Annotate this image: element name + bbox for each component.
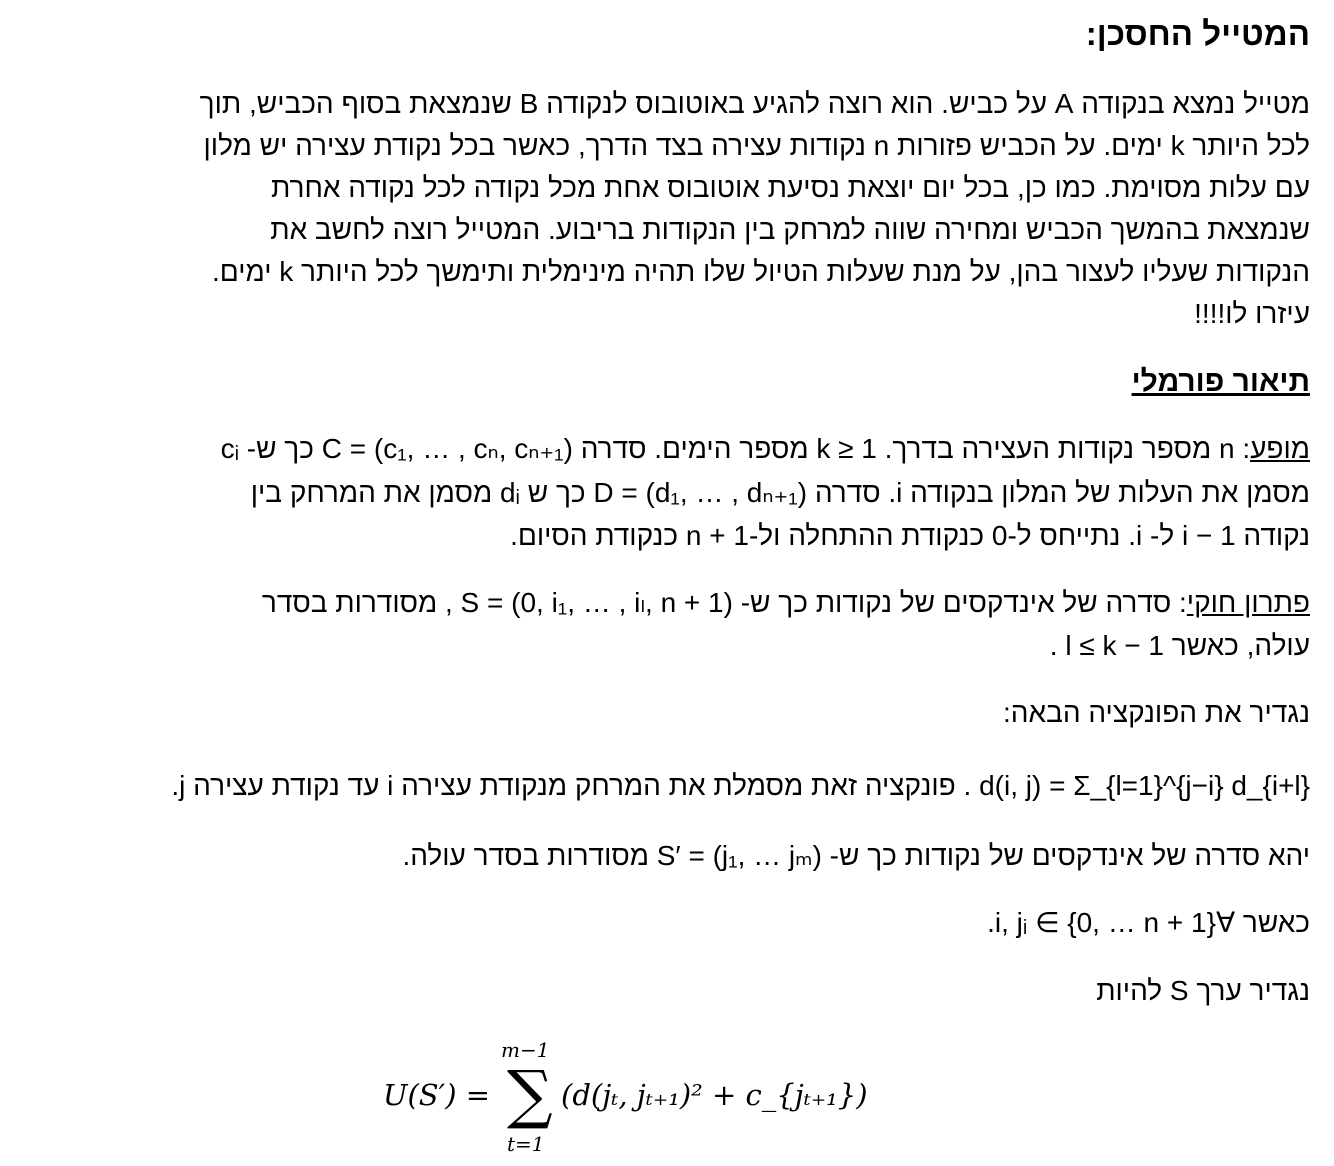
instance-line-1: מופע: n מספר נקודות העצירה בדרך. k ≥ 1 מספר הימים. סדרה C = (c₁, … , cₙ, cₙ₊₁) כך ש- cᵢ (220, 433, 1310, 464)
intro-line-6: עיזרו לו!!!! (1194, 298, 1310, 329)
summation-symbol: ∑ (507, 1058, 553, 1132)
intro-line-2: לכל היותר k ימים. על הכביש פזורות n נקודות עצירה בצד הדרך, כאשר בכל נקודת עצירה יש מלון (203, 130, 1310, 161)
distance-function-line: d(i, j) = Σ_{l=1}^{j−i} d_{i+l} . פונקציה זאת מסמלת את המרחק מנקודת עצירה i עד נקודת עצירה j. (171, 770, 1310, 801)
legal-solution-line-1: פתרון חוקי: סדרה של אינדקסים של נקודות כך ש- S = (0, i₁, … , iₗ, n + 1) , מסודרות בסדר (261, 587, 1310, 618)
sequence-line: יהא סדרה של אינדקסים של נקודות כך ש- S′ = (j₁, … jₘ) מסודרות בסדר עולה. (402, 840, 1310, 871)
intro-line-3: עם עלות מסוימת. כמו כן, בכל יום יוצאת נסיעת אוטובוס אחת מכל נקודה לכל נקודה אחרת (271, 172, 1310, 203)
legal-solution-text-1: סדרה של אינדקסים של נקודות כך ש- S = (0, i₁, … , iₗ, n + 1) , מסודרות בסדר (261, 587, 1172, 618)
sum-lower-bound: t=1 (507, 1132, 545, 1156)
legal-solution-label: פתרון חוקי (1186, 587, 1310, 618)
instance-label: מופע (1250, 433, 1310, 464)
section-heading: תיאור פורמלי (1131, 365, 1310, 398)
formula-lhs: U(S′) = (383, 1078, 491, 1112)
legal-solution-line-2: עולה, כאשר l ≤ k − 1 . (1049, 630, 1310, 661)
instance-line-3: נקודה i − 1 ל- i. נתייחס ל-0 כנקודת ההתחלה ול-n + 1 כנקודת הסיום. (510, 520, 1310, 551)
utility-formula (383, 1038, 868, 1162)
intro-line-5: הנקודות שעליו לעצור בהן, על מנת שעלות הטיול שלו תהיה מינימלית ותימשך לכל היותר k ימים. (212, 256, 1310, 287)
formula-body: (d(jₜ, jₜ₊₁)² + c_{jₜ₊₁}) (561, 1078, 868, 1112)
document-title: המטייל החסכן: (1085, 15, 1310, 52)
sum-upper-bound: m−1 (501, 1038, 550, 1062)
where-line: כאשר ∀i, jᵢ ∈ {0, … n + 1}. (987, 907, 1310, 938)
intro-line-1: מטייל נמצא בנקודה A על כביש. הוא רוצה להגיע באוטובוס לנקודה B שנמצאת בסוף הכביש, תוך (199, 88, 1310, 119)
instance-text-1: n מספר נקודות העצירה בדרך. k ≥ 1 מספר הימים. סדרה C = (c₁, … , cₙ, cₙ₊₁) כך ש- cᵢ (220, 433, 1235, 464)
define-function-line: נגדיר את הפונקציה הבאה: (1002, 697, 1310, 728)
intro-line-4: שנמצאת בהמשך הכביש ומחירה שווה למרחק בין הנקודות בריבוע. המטייל רוצה לחשב את (270, 214, 1310, 245)
value-definition-line: נגדיר ערך S להיות (1096, 975, 1310, 1006)
instance-line-2: מסמן את העלות של המלון בנקודה i. סדרה D = (d₁, … , dₙ₊₁) כך ש dᵢ מסמן את המרחק בין (250, 477, 1310, 508)
